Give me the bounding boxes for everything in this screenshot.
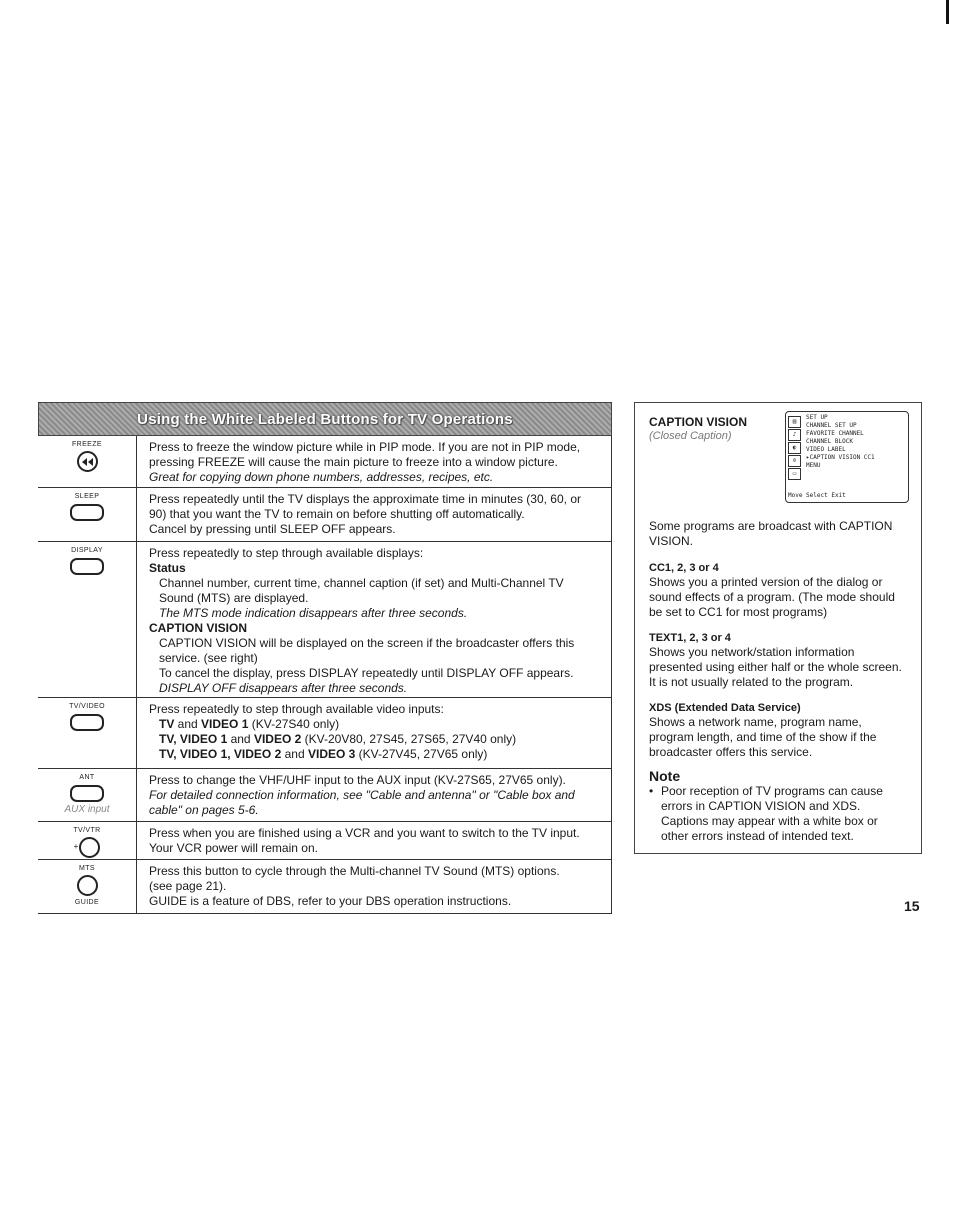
caption-vision-titles [649, 415, 747, 503]
bold-text: TV, VIDEO 1, VIDEO 2 [159, 747, 282, 761]
xds-heading: XDS (Extended Data Service) [649, 702, 801, 714]
section-header [38, 402, 612, 436]
caption-vision-heading: CAPTION VISION [149, 621, 248, 635]
italic-note: cable" on pages 5-6. [149, 803, 259, 817]
input-line [149, 732, 601, 747]
text-line: (see page 21). [149, 879, 227, 893]
key-label-guide: GUIDE [74, 899, 100, 906]
timer-icon: ⊙ [788, 455, 801, 467]
text-line: broadcaster offers this service. [649, 745, 813, 759]
text-span: and [227, 732, 254, 746]
text-line: Poor reception of TV programs can cause [661, 784, 883, 798]
mts-button-icon [77, 875, 98, 896]
status-heading: Status [149, 561, 186, 575]
freeze-button-icon [77, 451, 98, 472]
text-line: program length, and time of the show if the [649, 730, 877, 744]
text-line: Shows you a printed version of the dialog or [649, 575, 883, 589]
caption-vision-subtitle: (Closed Caption) [649, 430, 732, 442]
table-row-tv-video [38, 698, 612, 769]
xds-section [649, 701, 909, 760]
table-row-mts [38, 860, 612, 914]
input-line [149, 747, 601, 762]
table-row-sleep [38, 488, 612, 542]
text-heading: TEXT1, 2, 3 or 4 [649, 632, 731, 644]
italic-note: DISPLAY OFF disappears after three seconds. [159, 681, 408, 695]
osd-item: CHANNEL SET UP [806, 422, 857, 429]
aux-input-label: AUX input [64, 804, 110, 815]
text-line: Cancel by pressing until SLEEP OFF appears. [149, 522, 396, 536]
key-mts [38, 860, 137, 913]
key-label: SLEEP [74, 493, 100, 500]
text-line: service. (see right) [159, 651, 258, 665]
text-span: and [174, 717, 202, 731]
cc-section [649, 561, 909, 620]
menu-icon: ▤ [788, 416, 801, 428]
row-description [137, 698, 612, 768]
bullet-icon: • [649, 784, 654, 798]
cc-heading: CC1, 2, 3 or 4 [649, 562, 719, 574]
text-line: To cancel the display, press DISPLAY repeatedly until DISPLAY OFF appears. [159, 666, 574, 680]
osd-footer: Move Select Exit [788, 492, 846, 499]
table-row-freeze [38, 436, 612, 488]
text-line: Press to change the VHF/UHF input to the AUX input (KV-27S65, 27V65 only). [149, 773, 566, 787]
row-description [137, 860, 612, 913]
bold-text: VIDEO 3 [307, 747, 356, 761]
key-sleep [38, 488, 137, 541]
key-label: ANT [79, 774, 95, 781]
table-row-tv-vtr [38, 822, 612, 860]
osd-menu-illustration [785, 411, 909, 503]
row-description [137, 822, 612, 859]
caption-intro: Some programs are broadcast with CAPTION VISION. [649, 519, 893, 548]
osd-item: MENU [806, 462, 821, 469]
text-line: Press repeatedly until the TV displays the approximate time in minutes (30, 60, or [149, 492, 581, 506]
table-row-display [38, 542, 612, 698]
text-line: Shows a network name, program name, [649, 715, 862, 729]
note-body [661, 784, 883, 844]
ant-button-icon [70, 785, 104, 802]
text-span: (KV-27V45, 27V65 only) [355, 747, 488, 761]
text-span: and [281, 747, 308, 761]
tv-vtr-button-wrap [74, 835, 101, 858]
text-line: Channel number, current time, channel caption (if set) and Multi-Channel TV [159, 576, 564, 590]
display-button-icon [70, 558, 104, 575]
osd-icons [788, 416, 802, 481]
osd-item: CHANNEL BLOCK [806, 438, 853, 445]
text-line: Press repeatedly to step through available video inputs: [149, 702, 444, 716]
caption-vision-panel [634, 402, 922, 854]
caption-vision-head [649, 415, 909, 503]
text-line: GUIDE is a feature of DBS, refer to your DBS operation instructions. [149, 894, 512, 908]
bold-text: VIDEO 1 [201, 717, 249, 731]
page-edge-mark [946, 0, 949, 24]
sound-icon: ◐ [788, 442, 801, 454]
note-heading: Note [649, 768, 681, 784]
text-span: (KV-20V80, 27S45, 27S65, 27V40 only) [301, 732, 517, 746]
bold-text: TV, VIDEO 1 [159, 732, 228, 746]
note-item [649, 784, 909, 844]
bold-text: VIDEO 2 [253, 732, 302, 746]
key-tv-video [38, 698, 137, 768]
key-label: MTS [79, 865, 95, 872]
osd-item: FAVORITE CHANNEL [806, 430, 864, 437]
key-ant [38, 769, 137, 821]
key-freeze [38, 436, 137, 487]
tv-video-button-icon [70, 714, 104, 731]
key-label: TV/VIDEO [69, 703, 105, 710]
osd-item: SET UP [806, 414, 828, 421]
row-description [137, 488, 612, 541]
picture-icon: ♪ [788, 429, 801, 441]
osd-item-selected: ▸CAPTION VISION CC1 [806, 454, 875, 461]
text-line: It is not usually related to the program. [649, 675, 854, 689]
row-description [137, 436, 612, 487]
input-line [149, 717, 601, 732]
text-line: Shows you network/station information [649, 645, 855, 659]
text-line: pressing FREEZE will cause the main picture to freeze into a window picture. [149, 455, 558, 469]
button-table [38, 402, 612, 914]
page-number: 15 [904, 898, 920, 914]
text-line: 90) that you want the TV to remain on before shutting off automatically. [149, 507, 525, 521]
italic-note: Great for copying down phone numbers, addresses, recipes, etc. [149, 470, 494, 484]
table-row-ant [38, 769, 612, 822]
text-line: Captions may appear with a white box or [661, 814, 878, 828]
sleep-button-icon [70, 504, 104, 521]
text-span: (KV-27S40 only) [248, 717, 340, 731]
text-section [649, 631, 909, 690]
plus-icon: + [73, 842, 79, 851]
text-line: be set to CC1 for most programs) [649, 605, 828, 619]
text-line: Press repeatedly to step through available displays: [149, 546, 424, 560]
text-line: Sound (MTS) are displayed. [159, 591, 309, 605]
key-tv-vtr [38, 822, 137, 859]
row-description [137, 769, 612, 821]
tv-vtr-button-icon [79, 837, 100, 858]
text-line: sound effects of a program. (The mode should [649, 590, 895, 604]
caption-vision-title: CAPTION VISION [649, 415, 748, 429]
key-display [38, 542, 137, 697]
text-line: presented using either half or the whole screen. [649, 660, 902, 674]
text-line: Your VCR power will remain on. [149, 841, 318, 855]
text-line: Press to freeze the window picture while in PIP mode. If you are not in PIP mode, [149, 440, 581, 454]
italic-note: For detailed connection information, see "Cable and antenna" or "Cable box and [149, 788, 575, 802]
bold-text: TV [159, 717, 175, 731]
row-description [137, 542, 612, 697]
key-label: FREEZE [71, 441, 102, 448]
text-line: CAPTION VISION will be displayed on the screen if the broadcaster offers this [159, 636, 575, 650]
key-label: TV/VTR [73, 827, 101, 834]
setup-icon: ▭ [788, 468, 801, 480]
osd-item: VIDEO LABEL [806, 446, 846, 453]
key-label: DISPLAY [71, 547, 103, 554]
text-line: Press this button to cycle through the Multi-channel TV Sound (MTS) options. [149, 864, 560, 878]
section-title: Using the White Labeled Buttons for TV Operations [137, 410, 513, 428]
text-line: errors in CAPTION VISION and XDS. [661, 799, 861, 813]
text-line: Press when you are finished using a VCR and you want to switch to the TV input. [149, 826, 580, 840]
osd-list [806, 414, 875, 470]
italic-note: The MTS mode indication disappears after three seconds. [159, 606, 468, 620]
text-line: other errors instead of intended text. [661, 829, 854, 843]
